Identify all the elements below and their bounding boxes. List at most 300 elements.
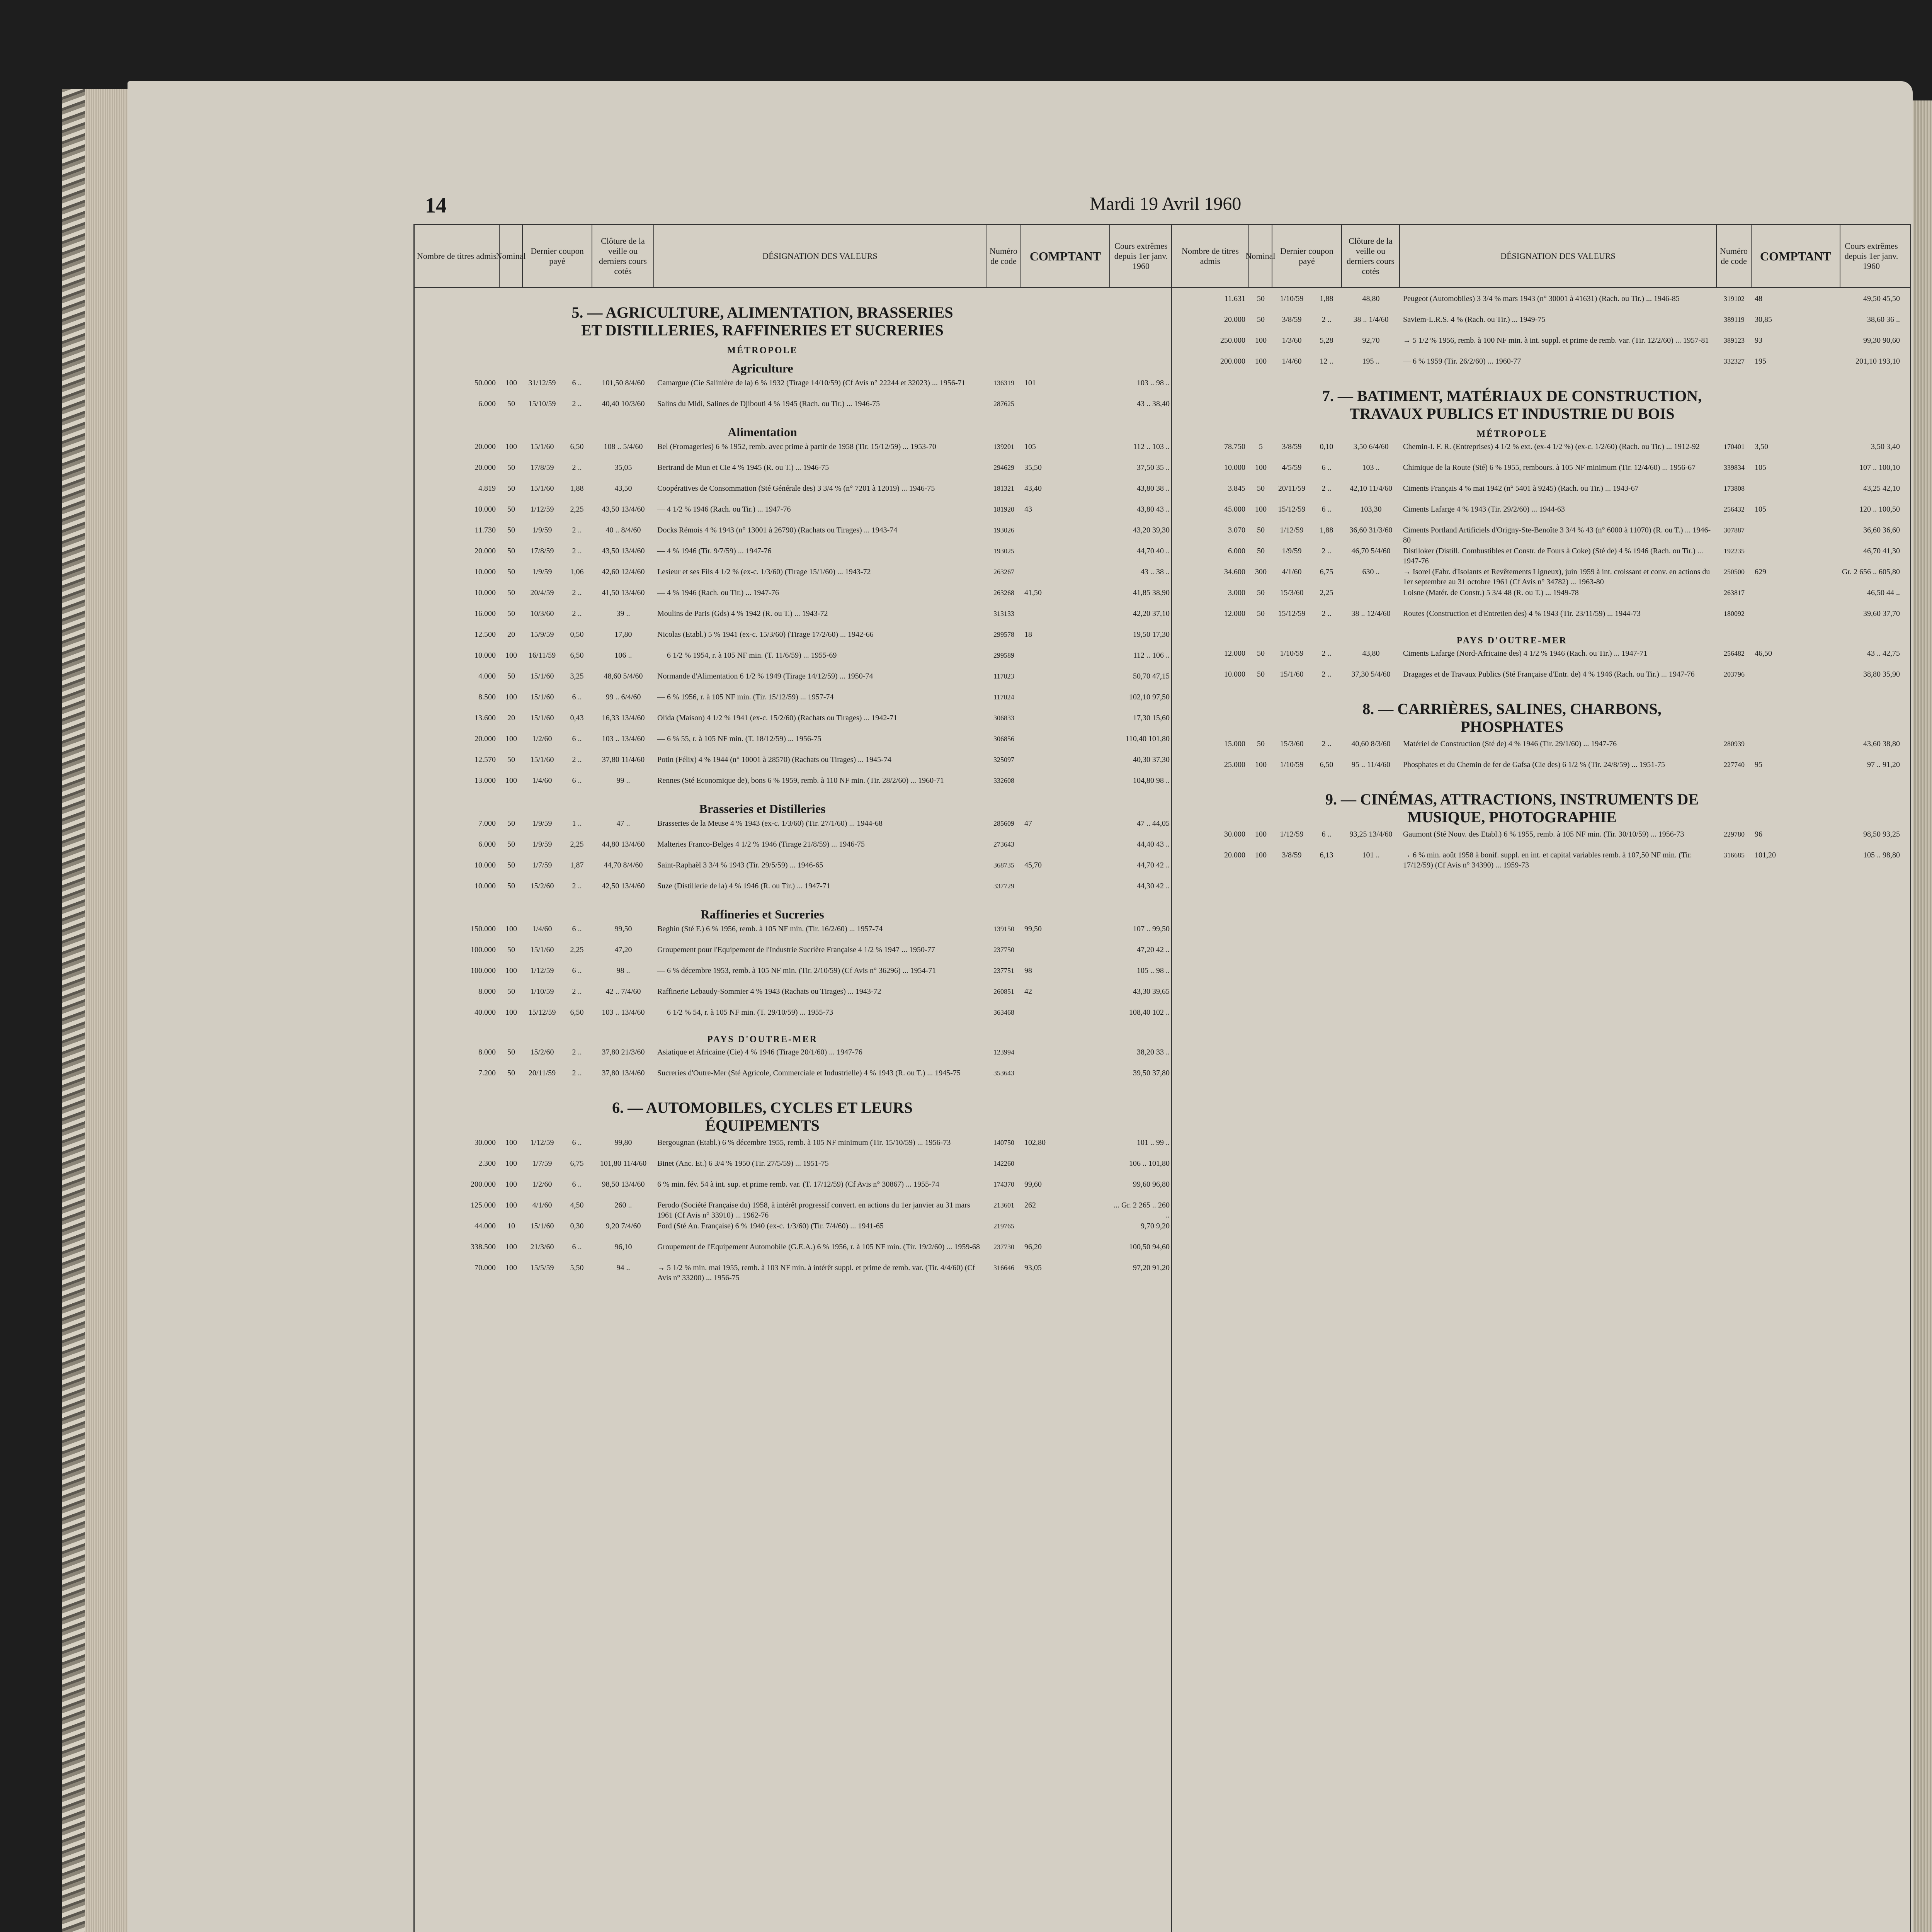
cell-net: 1 ..	[572, 819, 582, 828]
cell-comptant: 105	[1755, 505, 1766, 514]
cell-net: 2 ..	[572, 755, 582, 764]
cell-titres: 338.500	[471, 1243, 496, 1251]
cell-nominal: 100	[505, 1008, 517, 1017]
cell-designation: 6 % min. fév. 54 à int. sup. et prime remb. var. (T. 17/12/59) (Cf Avis n° 30867) ... 1955-74	[657, 1180, 939, 1189]
cell-titres: 6.000	[478, 840, 496, 849]
cell-cloture: 195 ..	[1362, 357, 1380, 366]
cell-titres: 6.000	[478, 400, 496, 408]
cell-designation: → 5 1/2 % min. mai 1955, remb. à 103 NF min. à intérêt suppl. et prime de remb. var. (Tir. 4/4/60) (Cf Avis n° 33200) ... 1956-75	[657, 1264, 975, 1282]
cell-date: 21/3/60	[530, 1243, 554, 1251]
cell-nominal: 20	[507, 714, 515, 722]
cell-code: 237751	[993, 967, 1014, 975]
cell-designation: — 4 % 1946 (Rach. ou Tir.) ... 1947-76	[657, 588, 779, 597]
cell-designation: Camargue (Cie Salinière de la) 6 % 1932 (Tirage 14/10/59) (Cf Avis n° 22244 et 32023) ... 1956-71	[657, 379, 966, 387]
cell-net: 0,43	[570, 714, 584, 722]
table-row	[415, 629, 1172, 650]
cell-designation: — 6 % 55, r. à 105 NF min. (T. 18/12/59) ... 1956-75	[657, 735, 821, 743]
cell-net: 6,50	[570, 1008, 584, 1017]
cell-cloture: 37,80 21/3/60	[602, 1048, 645, 1056]
cell-code: 363468	[993, 1009, 1014, 1016]
cell-designation: — 6 1/2 % 54, r. à 105 NF min. (T. 29/10/59) ... 1955-73	[657, 1008, 833, 1017]
cell-designation: Matériel de Construction (Sté de) 4 % 1946 (Tir. 29/1/60) ... 1947-76	[1403, 740, 1617, 748]
cell-cloture: 40,60 8/3/60	[1351, 740, 1391, 748]
table-row	[415, 860, 1172, 881]
cell-date: 15/1/60	[530, 672, 554, 680]
cell-code: 306856	[993, 735, 1014, 743]
table-row	[1172, 760, 1910, 781]
header-comptant: COMPTANT	[1752, 225, 1840, 287]
cell-titres: 200.000	[1220, 357, 1245, 366]
cell-extremes: 42,20 37,10	[1133, 609, 1170, 618]
cell-comptant: 93,05	[1024, 1264, 1042, 1272]
cell-date: 3/8/59	[1282, 315, 1302, 324]
table-row	[415, 1068, 1172, 1089]
cell-code: 139201	[993, 443, 1014, 451]
table-row	[1172, 315, 1910, 335]
header-code: Numéro de code	[986, 225, 1021, 287]
cell-designation: Coopératives de Consommation (Sté Générale des) 3 3/4 % (n° 7201 à 12019) ... 1946-75	[657, 484, 935, 493]
cell-cloture: 38 .. 12/4/60	[1351, 609, 1391, 618]
cell-comptant: 41,50	[1024, 588, 1042, 597]
cell-date: 1/12/59	[530, 505, 554, 514]
cell-date: 4/5/59	[1282, 463, 1302, 472]
cell-date: 1/7/59	[532, 1159, 552, 1168]
cell-extremes: 108,40 102 ..	[1129, 1008, 1170, 1017]
cell-designation: Groupement pour l'Equipement de l'Industrie Sucrière Française 4 1/2 % 1947 ... 1950-77	[657, 946, 935, 954]
table-row	[415, 1221, 1172, 1242]
cell-nominal: 50	[507, 484, 515, 493]
cell-extremes: 46,50 44 ..	[1867, 588, 1900, 597]
cell-net: 2 ..	[1321, 315, 1332, 324]
cell-titres: 8.000	[478, 1048, 496, 1056]
cell-nominal: 50	[507, 882, 515, 890]
cell-comptant: 96,20	[1024, 1243, 1042, 1251]
cell-date: 15/9/59	[530, 630, 554, 639]
cell-date: 15/1/60	[530, 1222, 554, 1230]
cell-titres: 4.819	[478, 484, 496, 493]
cell-extremes: 43,30 39,65	[1133, 987, 1170, 996]
cell-cloture: 44,80 13/4/60	[602, 840, 645, 849]
cell-net: 2,25	[570, 840, 584, 849]
cell-date: 15/10/59	[528, 400, 556, 408]
table-row	[1172, 648, 1910, 669]
table-row	[415, 839, 1172, 860]
cell-cloture: 93,25 13/4/60	[1349, 830, 1393, 838]
cell-extremes: 37,50 35 ..	[1137, 463, 1170, 472]
cell-date: 1/12/59	[1280, 830, 1304, 838]
cell-titres: 100.000	[471, 966, 496, 975]
cell-date: 1/2/60	[532, 735, 552, 743]
table-row	[415, 567, 1172, 588]
cell-extremes: 97,20 91,20	[1133, 1264, 1170, 1272]
cell-nominal: 100	[505, 1180, 517, 1189]
cell-net: 0,50	[570, 630, 584, 639]
cell-cloture: 108 .. 5/4/60	[604, 442, 643, 451]
cell-designation: Ford (Sté An. Française) 6 % 1940 (ex-c. 1/3/60) (Tir. 7/4/60) ... 1941-65	[657, 1222, 884, 1230]
cell-nominal: 100	[505, 1201, 517, 1209]
cell-cloture: 630 ..	[1362, 568, 1380, 576]
table-row	[1172, 483, 1910, 504]
cell-designation: → 6 % min. août 1958 à bonif. suppl. en int. et capital variables remb. à 107,50 NF min. (Tir. 17/12/59) (Cf Avis n° 34390) ... 1959-73	[1403, 851, 1692, 869]
left-table	[413, 224, 1173, 1932]
cell-designation: Bel (Fromageries) 6 % 1952, remb. avec prime à partir de 1958 (Tir. 15/12/59) ... 1953-70	[657, 442, 936, 451]
cell-nominal: 50	[1257, 649, 1265, 658]
cell-designation: Saint-Raphaël 3 3/4 % 1943 (Tir. 29/5/59) ... 1946-65	[657, 861, 823, 869]
cell-designation: Rennes (Sté Economique de), bons 6 % 1959, remb. à 110 NF min. (Tir. 28/2/60) ... 1960-71	[657, 776, 944, 785]
cell-code: 229780	[1724, 830, 1745, 838]
cell-code: 299578	[993, 631, 1014, 638]
cell-nominal: 100	[1255, 830, 1267, 838]
cell-code: 287625	[993, 400, 1014, 408]
cell-comptant: 30,85	[1755, 315, 1772, 324]
cell-extremes: 43,20 39,30	[1133, 526, 1170, 534]
cell-extremes: 101 .. 99 ..	[1137, 1138, 1170, 1147]
cell-nominal: 50	[1257, 588, 1265, 597]
cell-cloture: 96,10	[614, 1243, 632, 1251]
cell-code: 140750	[993, 1139, 1014, 1146]
cell-code: 280939	[1724, 740, 1745, 748]
table-row	[1172, 504, 1910, 525]
cell-extremes: Gr. 2 656 .. 605,80	[1842, 568, 1900, 576]
cell-code: 142260	[993, 1160, 1014, 1167]
cell-nominal: 100	[505, 651, 517, 660]
cell-titres: 12.000	[1224, 649, 1245, 658]
cell-cloture: 99 ..	[616, 776, 630, 785]
cell-extremes: 43,25 42,10	[1863, 484, 1900, 493]
cell-extremes: 44,40 43 ..	[1137, 840, 1170, 849]
cell-date: 15/12/59	[1278, 609, 1306, 618]
cell-code: 237750	[993, 946, 1014, 954]
cell-net: 6,75	[1320, 568, 1333, 576]
cell-nominal: 50	[507, 526, 515, 534]
cell-cloture: 40 .. 8/4/60	[605, 526, 641, 534]
cell-cloture: 37,80 13/4/60	[602, 1069, 645, 1077]
cell-code: 337729	[993, 882, 1014, 890]
cell-titres: 50.000	[474, 379, 496, 387]
cell-date: 1/10/59	[1280, 649, 1304, 658]
cell-date: 1/10/59	[530, 987, 554, 996]
cell-code: 263268	[993, 589, 1014, 597]
cell-designation: — 4 % 1946 (Tir. 9/7/59) ... 1947-76	[657, 547, 772, 555]
cell-designation: Beghin (Sté F.) 6 % 1956, remb. à 105 NF min. (Tir. 16/2/60) ... 1957-74	[657, 925, 883, 933]
cell-net: 6 ..	[1321, 505, 1332, 514]
cell-extremes: 47 .. 44,05	[1137, 819, 1170, 828]
cell-comptant: 43,40	[1024, 484, 1042, 493]
cell-cloture: 99,50	[614, 925, 632, 933]
table-row	[415, 378, 1172, 399]
cell-extremes: 38,60 36 ..	[1867, 315, 1900, 324]
cell-designation: → 5 1/2 % 1956, remb. à 100 NF min. à int. suppl. et prime de remb. var. (Tir. 12/2/60) ... 1957-81	[1403, 336, 1709, 345]
cell-extremes: 36,60 36,60	[1863, 526, 1900, 534]
cell-titres: 10.000	[474, 505, 496, 514]
cell-nominal: 100	[1255, 357, 1267, 366]
cell-nominal: 50	[1257, 740, 1265, 748]
cell-date: 1/9/59	[532, 526, 552, 534]
cell-cloture: 46,70 5/4/60	[1351, 547, 1391, 555]
cell-net: 2 ..	[572, 547, 582, 555]
cell-titres: 3.000	[1228, 588, 1245, 597]
cell-titres: 7.200	[478, 1069, 496, 1077]
cell-nominal: 100	[1255, 851, 1267, 859]
cell-net: 2,25	[570, 505, 584, 514]
cell-comptant: 105	[1024, 442, 1036, 451]
cell-code: 332608	[993, 777, 1014, 784]
cell-comptant: 35,50	[1024, 463, 1042, 472]
cell-cloture: 106 ..	[614, 651, 632, 660]
table-row	[415, 818, 1172, 839]
cell-cloture: 98 ..	[616, 966, 630, 975]
cell-date: 20/4/59	[530, 588, 554, 597]
cell-designation: Nicolas (Etabl.) 5 % 1941 (ex-c. 15/3/60) (Tirage 17/2/60) ... 1942-66	[657, 630, 874, 639]
subsection-title: Brasseries et Distilleries	[699, 802, 826, 816]
cell-date: 15/12/59	[528, 1008, 556, 1017]
header-nominal: Nominal	[1249, 225, 1272, 287]
cell-code: 181920	[993, 505, 1014, 513]
cell-cloture: 103 .. 13/4/60	[602, 735, 645, 743]
cell-code: 307887	[1724, 526, 1745, 534]
cell-net: 6,50	[570, 442, 584, 451]
cell-titres: 44.000	[474, 1222, 496, 1230]
section-title: 5. — AGRICULTURE, ALIMENTATION, BRASSERIES ET DISTILLERIES, RAFFINERIES ET SUCRERIES	[571, 304, 953, 339]
cell-comptant: 42	[1024, 987, 1032, 996]
cell-nominal: 100	[1255, 336, 1267, 345]
cell-cloture: 98,50 13/4/60	[602, 1180, 645, 1189]
table-row	[415, 986, 1172, 1007]
cell-nominal: 50	[507, 547, 515, 555]
cell-extremes: 106 .. 101,80	[1129, 1159, 1170, 1168]
cell-nominal: 50	[1257, 315, 1265, 324]
cell-net: 5,28	[1320, 336, 1333, 345]
cell-cloture: 42 .. 7/4/60	[605, 987, 641, 996]
left-table-body	[415, 288, 1172, 1284]
cell-extremes: 38,80 35,90	[1863, 670, 1900, 679]
cell-titres: 70.000	[474, 1264, 496, 1272]
cell-net: 6 ..	[572, 693, 582, 701]
cell-code: 332327	[1724, 357, 1745, 365]
cell-titres: 125.000	[471, 1201, 496, 1209]
cell-designation: Bertrand de Mun et Cie 4 % 1945 (R. ou T.) ... 1946-75	[657, 463, 829, 472]
cell-code: 139150	[993, 925, 1014, 933]
cell-nominal: 5	[1259, 442, 1263, 451]
cell-titres: 10.000	[474, 568, 496, 576]
cell-code: 123994	[993, 1048, 1014, 1056]
cell-cloture: 43,50	[614, 484, 632, 493]
cell-designation: Ciments Portland Artificiels d'Origny-Ste-Benoîte 3 3/4 % 43 (n° 6000 à 11070) (R. ou T.) ... 1946-80	[1403, 526, 1711, 544]
cell-titres: 6.000	[1228, 547, 1245, 555]
header-coupon: Dernier coupon payé	[523, 225, 592, 287]
cell-code: 316685	[1724, 851, 1745, 859]
cell-extremes: 46,70 41,30	[1863, 547, 1900, 555]
cell-extremes: 105 .. 98 ..	[1137, 966, 1170, 975]
header-nominal: Nominal	[500, 225, 523, 287]
cell-net: 6 ..	[1321, 830, 1332, 838]
cell-extremes: 40,30 37,30	[1133, 755, 1170, 764]
cell-titres: 12.500	[474, 630, 496, 639]
cell-designation: Dragages et de Travaux Publics (Sté Française d'Entr. de) 4 % 1946 (Rach. ou Tir.) ... 1947-76	[1403, 670, 1695, 679]
cell-titres: 15.000	[1224, 740, 1245, 748]
cell-net: 2 ..	[1321, 547, 1332, 555]
page-number: 14	[425, 194, 447, 218]
table-row	[415, 776, 1172, 796]
cell-extremes: 41,85 38,90	[1133, 588, 1170, 597]
cell-extremes: 44,70 40 ..	[1137, 547, 1170, 555]
subsection-label: PAYS D'OUTRE-MER	[1456, 636, 1568, 646]
cell-cloture: 99 .. 6/4/60	[605, 693, 641, 701]
cell-net: 3,25	[570, 672, 584, 680]
cell-designation: — 6 % 1956, r. à 105 NF min. (Tir. 15/12/59) ... 1957-74	[657, 693, 834, 701]
cell-net: 2 ..	[572, 987, 582, 996]
cell-nominal: 100	[1255, 463, 1267, 472]
cell-net: 6,13	[1320, 851, 1333, 859]
right-table	[1171, 224, 1911, 1932]
cell-nominal: 50	[507, 505, 515, 514]
cell-date: 16/11/59	[528, 651, 556, 660]
table-row	[415, 692, 1172, 713]
cell-code: 237730	[993, 1243, 1014, 1251]
cell-net: 6 ..	[1321, 463, 1332, 472]
cell-net: 2 ..	[572, 526, 582, 534]
cell-code: 285609	[993, 820, 1014, 827]
header-extremes: Cours extrêmes depuis 1er janv. 1960	[1114, 241, 1168, 271]
cell-titres: 78.750	[1224, 442, 1245, 451]
cell-titres: 10.000	[474, 882, 496, 890]
cell-date: 1/3/60	[1282, 336, 1302, 345]
cell-date: 1/4/60	[532, 925, 552, 933]
cell-designation: Malteries Franco-Belges 4 1/2 % 1946 (Tirage 21/8/59) ... 1946-75	[657, 840, 865, 849]
cell-comptant: 629	[1755, 568, 1766, 576]
cell-comptant: 99,60	[1024, 1180, 1042, 1189]
cell-nominal: 100	[505, 966, 517, 975]
cell-nominal: 100	[505, 735, 517, 743]
cell-date: 1/12/59	[530, 966, 554, 975]
cell-titres: 45.000	[1224, 505, 1245, 514]
cell-code: 299589	[993, 651, 1014, 659]
table-row	[1172, 567, 1910, 588]
cell-nominal: 100	[505, 776, 517, 785]
cell-code: 294629	[993, 464, 1014, 471]
cell-nominal: 100	[505, 1138, 517, 1147]
cell-net: 2 ..	[1321, 649, 1332, 658]
cell-designation: Distiloker (Distill. Combustibles et Constr. de Fours à Coke) (Sté de) 4 % 1946 (Rach. ou Tir.) ... 1947-76	[1403, 547, 1703, 565]
cell-nominal: 50	[507, 588, 515, 597]
cell-nominal: 50	[1257, 294, 1265, 303]
cell-date: 15/1/60	[530, 714, 554, 722]
cell-date: 1/9/59	[532, 819, 552, 828]
table-row	[415, 504, 1172, 525]
cell-cloture: 44,70 8/4/60	[604, 861, 643, 869]
cell-extremes: 9,70 9,20	[1141, 1222, 1170, 1230]
cell-net: 2 ..	[1321, 484, 1332, 493]
table-row	[415, 713, 1172, 734]
cell-code: 170401	[1724, 443, 1745, 451]
cell-code: 192235	[1724, 547, 1745, 555]
cell-date: 1/9/59	[532, 840, 552, 849]
cell-date: 3/8/59	[1282, 442, 1302, 451]
cell-titres: 2.300	[478, 1159, 496, 1168]
cell-nominal: 100	[1255, 760, 1267, 769]
subsection-title: Agriculture	[731, 361, 793, 375]
cell-titres: 3.070	[1228, 526, 1245, 534]
cell-titres: 12.570	[474, 755, 496, 764]
cell-nominal: 100	[505, 442, 517, 451]
section-title: 7. — BATIMENT, MATÉRIAUX DE CONSTRUCTION, TRAVAUX PUBLICS ET INDUSTRIE DU BOIS	[1322, 387, 1702, 422]
cell-designation: Routes (Construction et d'Entretien des) 4 % 1943 (Tir. 23/11/59) ... 1944-73	[1403, 609, 1641, 618]
cell-cloture: 42,10 11/4/60	[1349, 484, 1393, 493]
cell-cloture: 38 .. 1/4/60	[1353, 315, 1389, 324]
cell-nominal: 100	[505, 1243, 517, 1251]
cell-code: 227740	[1724, 761, 1745, 769]
cell-cloture: 42,60 12/4/60	[602, 568, 645, 576]
cell-comptant: 18	[1024, 630, 1032, 639]
cell-comptant: 48	[1755, 294, 1762, 303]
header-titres: Nombre de titres admis	[1172, 225, 1249, 287]
table-row	[1172, 850, 1910, 871]
cell-cloture: 103 ..	[1362, 463, 1380, 472]
cell-designation: Groupement de l'Equipement Automobile (G.E.A.) 6 % 1956, r. à 105 NF min. (Tir. 19/2/60) ... 1959-68	[657, 1243, 980, 1251]
cell-date: 15/1/60	[1280, 670, 1304, 679]
cell-extremes: 112 .. 103 ..	[1133, 442, 1170, 451]
cell-nominal: 50	[507, 463, 515, 472]
section-title: 8. — CARRIÈRES, SALINES, CHARBONS, PHOSPHATES	[1362, 700, 1662, 735]
cell-extremes: 105 .. 98,80	[1863, 851, 1900, 859]
cell-date: 1/9/59	[1282, 547, 1302, 555]
cell-cloture: 43,50 13/4/60	[602, 505, 645, 514]
table-row	[1172, 294, 1910, 315]
cell-comptant: 46,50	[1755, 649, 1772, 658]
table-row	[415, 442, 1172, 463]
cell-titres: 7.000	[478, 819, 496, 828]
cell-extremes: 99,30 90,60	[1863, 336, 1900, 345]
cell-titres: 150.000	[471, 925, 496, 933]
cell-comptant: 102,80	[1024, 1138, 1046, 1147]
cell-net: 6 ..	[572, 966, 582, 975]
subsection-label: MÉTROPOLE	[727, 345, 798, 355]
cell-date: 1/7/59	[532, 861, 552, 869]
cell-extremes: 100,50 94,60	[1129, 1243, 1170, 1251]
cell-nominal: 10	[507, 1222, 515, 1230]
cell-titres: 20.000	[474, 442, 496, 451]
cell-date: 1/4/60	[532, 776, 552, 785]
cell-date: 17/8/59	[530, 463, 554, 472]
cell-net: 2 ..	[572, 609, 582, 618]
section-title: 6. — AUTOMOBILES, CYCLES ET LEURS ÉQUIPEMENTS	[612, 1099, 913, 1134]
cell-nominal: 50	[507, 672, 515, 680]
cell-designation: Phosphates et du Chemin de fer de Gafsa (Cie des) 6 1/2 % (Tir. 24/8/59) ... 1951-75	[1403, 760, 1665, 769]
cell-extremes: 44,70 42 ..	[1137, 861, 1170, 869]
cell-titres: 25.000	[1224, 760, 1245, 769]
cell-cloture: 101,50 8/4/60	[602, 379, 645, 387]
cell-nominal: 50	[1257, 670, 1265, 679]
cell-extremes: 102,10 97,50	[1129, 693, 1170, 701]
cell-extremes: 120 .. 100,50	[1859, 505, 1900, 514]
cell-extremes: 98,50 93,25	[1863, 830, 1900, 838]
table-row	[1172, 829, 1910, 850]
cell-designation: Ciments Lafarge 4 % 1943 (Tir. 29/2/60) ... 1944-63	[1403, 505, 1565, 514]
cell-net: 2 ..	[572, 463, 582, 472]
cell-date: 10/3/60	[530, 609, 554, 618]
cell-nominal: 300	[1255, 568, 1267, 576]
table-row	[415, 399, 1172, 420]
cell-net: 1,88	[570, 484, 584, 493]
cell-date: 15/1/60	[530, 484, 554, 493]
cell-code: 263817	[1724, 589, 1745, 597]
cell-designation: Suze (Distillerie de la) 4 % 1946 (R. ou Tir.) ... 1947-71	[657, 882, 830, 890]
cell-designation: Bergougnan (Etabl.) 6 % décembre 1955, remb. à 105 NF minimum (Tir. 15/10/59) ... 1956-73	[657, 1138, 951, 1147]
cell-designation: Binet (Anc. Et.) 6 3/4 % 1950 (Tir. 27/5/59) ... 1951-75	[657, 1159, 829, 1168]
header-comptant: COMPTANT	[1021, 225, 1110, 287]
cell-net: 0,10	[1320, 442, 1333, 451]
cell-designation: — 6 % décembre 1953, remb. à 105 NF min. (Tir. 2/10/59) (Cf Avis n° 36296) ... 1954-71	[657, 966, 936, 975]
